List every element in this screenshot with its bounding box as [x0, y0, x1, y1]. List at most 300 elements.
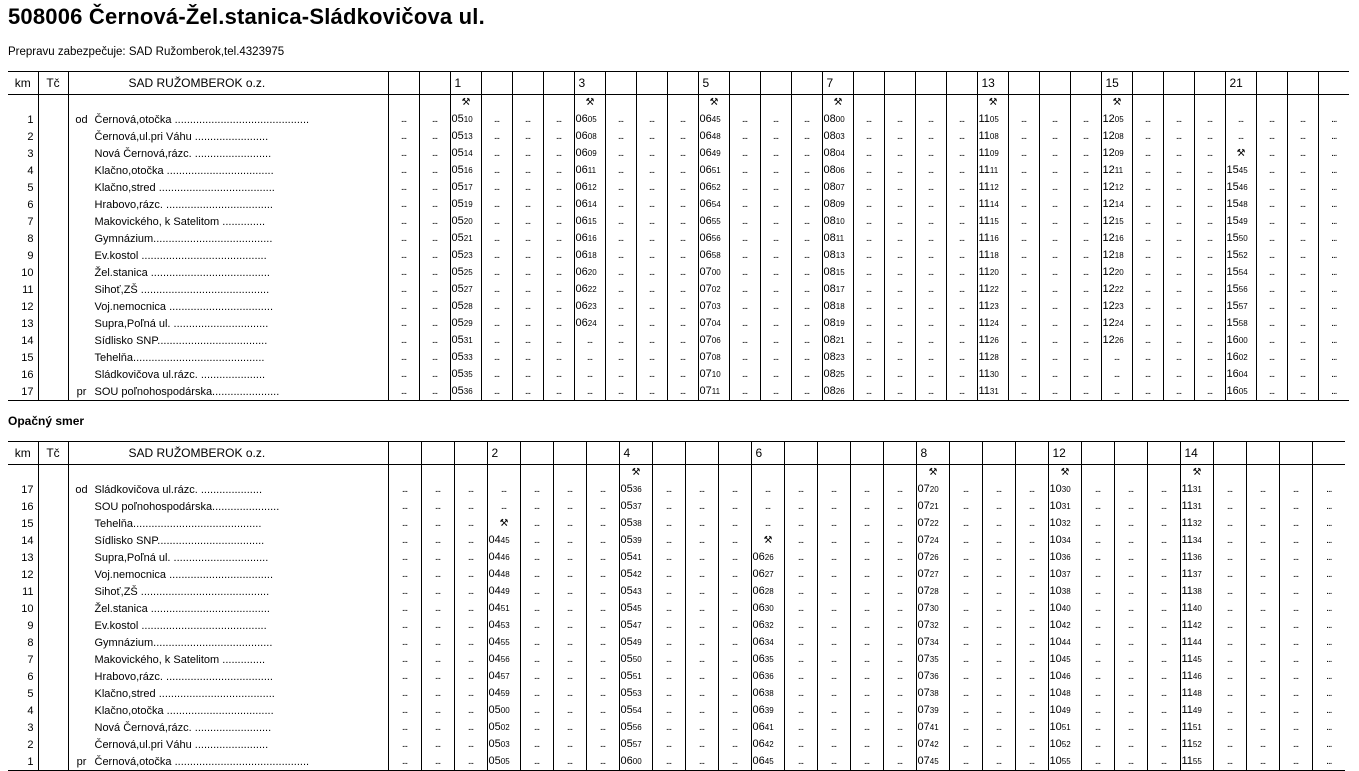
fw-no-stop: ... — [1287, 349, 1318, 366]
fw-no-stop: ... — [853, 315, 884, 332]
rv-no-stop: ... — [388, 600, 421, 617]
fw-no-stop: ... — [946, 315, 977, 332]
fw-table-row — [8, 213, 1349, 230]
fw-no-stop: ... — [388, 332, 419, 349]
rv-table-row — [8, 702, 1345, 719]
rv-no-stop: ... — [586, 719, 619, 736]
rv-no-stop: ... — [1279, 515, 1312, 532]
rv-header-carrier: SAD RUŽOMBEROK o.z. — [68, 442, 388, 465]
fw-departure-time: 0516 — [450, 162, 481, 179]
fw-no-stop: ... — [729, 332, 760, 349]
fw-no-stop: ... — [1008, 298, 1039, 315]
fw-sym-cell — [729, 95, 760, 112]
fw-no-stop: ... — [388, 162, 419, 179]
fw-stop-cell — [68, 247, 388, 264]
rv-no-stop: ... — [949, 719, 982, 736]
fw-no-stop: ... — [729, 383, 760, 401]
fw-no-stop: ... — [667, 349, 698, 366]
rv-no-stop: ... — [586, 685, 619, 702]
fw-no-stop: ... — [512, 366, 543, 383]
rv-no-stop: ... — [553, 702, 586, 719]
fw-no-stop: ... — [729, 128, 760, 145]
fw-no-stop: ... — [1070, 128, 1101, 145]
fw-trip-number — [419, 72, 450, 95]
fw-no-stop: ... — [388, 264, 419, 281]
rv-sym-cell — [1213, 465, 1246, 482]
rv-no-stop: ... — [982, 668, 1015, 685]
fw-departure-time: 1548 — [1225, 196, 1256, 213]
fw-sym-cell — [853, 95, 884, 112]
fw-departure-time: 1109 — [977, 145, 1008, 162]
fw-no-stop: ... — [667, 247, 698, 264]
rv-no-stop: ... — [718, 566, 751, 583]
fw-stop-name: Sihoť,ZŠ .......................................... — [94, 283, 270, 296]
rv-no-stop: ... — [817, 566, 850, 583]
rv-no-stop: ... — [520, 600, 553, 617]
rv-no-stop: ... — [718, 702, 751, 719]
rv-no-stop: ... — [1147, 600, 1180, 617]
fw-no-stop: ... — [1256, 298, 1287, 315]
rv-no-stop: ... — [454, 600, 487, 617]
rv-stop-code: pr — [76, 755, 87, 768]
fw-no-stop: ... — [760, 264, 791, 281]
rv-sym-cell — [784, 465, 817, 482]
fw-no-stop: ... — [419, 383, 450, 401]
rv-departure-time: 0638 — [751, 685, 784, 702]
rv-km-value: 10 — [21, 602, 34, 615]
fw-departure-time: 0615 — [574, 213, 605, 230]
fw-no-stop: ... — [853, 332, 884, 349]
fw-table-row — [8, 179, 1349, 196]
fw-no-stop: ... — [512, 247, 543, 264]
rv-no-stop: ... — [586, 566, 619, 583]
rv-no-stop: ... — [1114, 617, 1147, 634]
rv-departure-time: 1048 — [1048, 685, 1081, 702]
rv-departure-time: 0722 — [916, 515, 949, 532]
fw-stop-name: Černová,ul.pri Váhu ........................ — [94, 130, 269, 143]
rv-no-stop: ... — [1312, 668, 1345, 685]
fw-no-stop: ... — [388, 247, 419, 264]
fw-departure-time: 1549 — [1225, 213, 1256, 230]
rv-no-stop: ... — [586, 634, 619, 651]
fw-no-stop: ... — [1287, 298, 1318, 315]
rv-stop-cell — [68, 600, 388, 617]
rv-departure-time: 0556 — [619, 719, 652, 736]
fw-trip-number — [1287, 72, 1318, 95]
fw-no-stop: ... — [667, 145, 698, 162]
fw-no-stop: ... — [915, 247, 946, 264]
rv-no-stop: ... — [1213, 634, 1246, 651]
fw-no-stop: ... — [388, 128, 419, 145]
fw-no-stop: ... — [1070, 213, 1101, 230]
rv-no-stop: ... — [1246, 549, 1279, 566]
rv-departure-time: 0547 — [619, 617, 652, 634]
rv-no-stop: ... — [850, 668, 883, 685]
rv-departure-time: 0542 — [619, 566, 652, 583]
fw-no-stop: ... — [1008, 230, 1039, 247]
rv-table-row — [8, 549, 1345, 566]
rv-no-stop: ... — [1081, 481, 1114, 498]
rv-departure-time: 0741 — [916, 719, 949, 736]
rv-no-stop: ... — [817, 617, 850, 634]
fw-table-row — [8, 162, 1349, 179]
fw-no-stop: ... — [388, 230, 419, 247]
rv-departure-time: 1040 — [1048, 600, 1081, 617]
fw-trip-number: 21 — [1225, 72, 1256, 95]
fw-no-stop: ... — [1163, 179, 1194, 196]
fw-departure-time: 1122 — [977, 281, 1008, 298]
fw-departure-time: 1114 — [977, 196, 1008, 213]
fw-trip-number — [1039, 72, 1070, 95]
rv-sym-cell — [1114, 465, 1147, 482]
rv-no-stop: ... — [1213, 651, 1246, 668]
rv-no-stop: ... — [652, 515, 685, 532]
rv-no-stop: ... — [784, 481, 817, 498]
fw-weekday-icon: ⚒ — [977, 95, 1008, 112]
fw-departure-time: 0517 — [450, 179, 481, 196]
fw-no-stop: ... — [915, 315, 946, 332]
rv-no-stop: ... — [718, 634, 751, 651]
rv-no-stop: ... — [949, 685, 982, 702]
fw-no-stop: ... — [791, 281, 822, 298]
fw-no-stop: ... — [481, 179, 512, 196]
rv-no-stop: ... — [1114, 532, 1147, 549]
rv-no-stop: ... — [1312, 617, 1345, 634]
rv-no-stop: ... — [1279, 617, 1312, 634]
fw-departure-time: 0611 — [574, 162, 605, 179]
fw-no-stop: ... — [1256, 332, 1287, 349]
fw-stop-name: Nová Černová,rázc. ......................... — [94, 147, 272, 160]
fw-no-stop: ... — [1039, 128, 1070, 145]
fw-no-stop: ... — [574, 349, 605, 366]
fw-no-stop: ... — [543, 366, 574, 383]
rv-sym-cell — [817, 465, 850, 482]
rv-no-stop: ... — [883, 481, 916, 498]
fw-no-stop: ... — [729, 213, 760, 230]
rv-no-stop: ... — [817, 685, 850, 702]
rv-no-stop: ... — [1114, 583, 1147, 600]
rv-trip-number — [553, 442, 586, 465]
fw-trip-number — [1070, 72, 1101, 95]
fw-departure-time: 1208 — [1101, 128, 1132, 145]
fw-no-stop: ... — [1287, 332, 1318, 349]
fw-no-stop: ... — [853, 145, 884, 162]
rv-trip-number — [1279, 442, 1312, 465]
rv-departure-time: 0632 — [751, 617, 784, 634]
rv-no-stop: ... — [982, 702, 1015, 719]
fw-no-stop: ... — [1287, 230, 1318, 247]
fw-header-km: km — [8, 72, 38, 95]
fw-no-stop: ... — [1163, 247, 1194, 264]
rv-no-stop: ... — [652, 651, 685, 668]
rv-no-stop: ... — [685, 651, 718, 668]
fw-no-stop: ... — [1194, 247, 1225, 264]
fw-tc-value — [38, 383, 68, 401]
rv-sym-cell — [685, 465, 718, 482]
fw-no-stop: ... — [636, 213, 667, 230]
fw-no-stop: ... — [1194, 281, 1225, 298]
fw-no-stop: ... — [1318, 298, 1349, 315]
rv-no-stop: ... — [454, 498, 487, 515]
fw-departure-time: 0510 — [450, 111, 481, 128]
rv-no-stop: ... — [1213, 549, 1246, 566]
fw-departure-time: 1558 — [1225, 315, 1256, 332]
rv-km-value: 5 — [27, 687, 34, 700]
fw-no-stop: ... — [605, 298, 636, 315]
fw-departure-time: 0609 — [574, 145, 605, 162]
fw-no-stop: ... — [791, 366, 822, 383]
rv-no-stop: ... — [751, 498, 784, 515]
fw-tc-value — [38, 247, 68, 264]
fw-km-value: 12 — [21, 300, 34, 313]
fw-stop-code: pr — [76, 385, 87, 398]
fw-tc-value — [38, 162, 68, 179]
fw-no-stop: ... — [1039, 281, 1070, 298]
rv-no-stop: ... — [1147, 736, 1180, 753]
fw-no-stop: ... — [915, 196, 946, 213]
fw-no-stop: ... — [1039, 145, 1070, 162]
fw-no-stop: ... — [915, 264, 946, 281]
rv-header-tc: Tč — [38, 442, 68, 465]
fw-no-stop: ... — [1070, 383, 1101, 401]
fw-no-stop: ... — [1194, 213, 1225, 230]
rv-no-stop: ... — [1279, 549, 1312, 566]
fw-no-stop: ... — [419, 128, 450, 145]
fw-no-stop: ... — [605, 230, 636, 247]
rv-departure-time: 1046 — [1048, 668, 1081, 685]
rv-no-stop: ... — [1213, 702, 1246, 719]
fw-no-stop: ... — [1287, 264, 1318, 281]
fw-trip-number — [760, 72, 791, 95]
fw-no-stop: ... — [1039, 213, 1070, 230]
fw-sym-cell — [1008, 95, 1039, 112]
fw-no-stop: ... — [1070, 264, 1101, 281]
rv-stop-name: Klačno,otočka ................................... — [94, 704, 274, 717]
rv-departure-time: 1144 — [1180, 634, 1213, 651]
rv-no-stop: ... — [784, 719, 817, 736]
rv-no-stop: ... — [586, 651, 619, 668]
rv-no-stop: ... — [454, 532, 487, 549]
fw-trip-number: 5 — [698, 72, 729, 95]
fw-departure-time: 1115 — [977, 213, 1008, 230]
fw-no-stop: ... — [884, 213, 915, 230]
fw-km-value: 3 — [27, 147, 34, 160]
fw-no-stop: ... — [1318, 332, 1349, 349]
rv-no-stop: ... — [883, 685, 916, 702]
rv-no-stop: ... — [1312, 481, 1345, 498]
rv-trip-number — [817, 442, 850, 465]
rv-departure-time: 0449 — [487, 583, 520, 600]
rv-trip-number — [388, 442, 421, 465]
rv-no-stop: ... — [1279, 481, 1312, 498]
rv-no-stop: ... — [850, 719, 883, 736]
fw-no-stop: ... — [1318, 162, 1349, 179]
fw-departure-time: 1118 — [977, 247, 1008, 264]
fw-no-stop: ... — [760, 111, 791, 128]
rv-no-stop: ... — [784, 498, 817, 515]
fw-no-stop: ... — [946, 366, 977, 383]
rv-no-stop: ... — [1015, 515, 1048, 532]
fw-no-stop: ... — [1008, 383, 1039, 401]
fw-sym-tc — [38, 95, 68, 112]
rv-departure-time: 0727 — [916, 566, 949, 583]
rv-sym-cell — [421, 465, 454, 482]
fw-no-stop: ... — [884, 281, 915, 298]
fw-no-stop: ... — [419, 213, 450, 230]
fw-no-stop: ... — [1132, 366, 1163, 383]
rv-no-stop: ... — [1114, 634, 1147, 651]
timetable-title: 508006 Černová-Žel.stanica-Sládkovičova ul. — [8, 4, 485, 29]
rv-no-stop: ... — [1213, 753, 1246, 771]
fw-stop-name: Klačno,stred ...................................... — [94, 181, 275, 194]
fw-no-stop: ... — [1318, 230, 1349, 247]
fw-departure-time: 1605 — [1225, 383, 1256, 401]
rv-no-stop: ... — [949, 651, 982, 668]
fw-departure-time: 0811 — [822, 230, 853, 247]
rv-departure-time: 0721 — [916, 498, 949, 515]
fw-stop-name: Sídlisko SNP.................................... — [94, 334, 268, 347]
rv-no-stop: ... — [421, 651, 454, 668]
fw-no-stop: ... — [1101, 383, 1132, 401]
fw-km-value: 5 — [27, 181, 34, 194]
fw-departure-time: 0535 — [450, 366, 481, 383]
rv-table-row — [8, 736, 1345, 753]
fw-departure-time: 1552 — [1225, 247, 1256, 264]
fw-no-stop: ... — [1194, 162, 1225, 179]
rv-no-stop: ... — [1279, 634, 1312, 651]
rv-departure-time: 0503 — [487, 736, 520, 753]
fw-no-stop: ... — [915, 162, 946, 179]
fw-no-stop: ... — [636, 128, 667, 145]
fw-no-stop: ... — [481, 247, 512, 264]
fw-no-stop: ... — [1132, 298, 1163, 315]
fw-no-stop: ... — [1194, 111, 1225, 128]
rv-stop-cell — [68, 566, 388, 583]
fw-no-stop: ... — [1194, 230, 1225, 247]
fw-no-stop: ... — [1132, 213, 1163, 230]
rv-no-stop: ... — [1114, 753, 1147, 771]
fw-no-stop: ... — [388, 281, 419, 298]
rv-sym-stop — [68, 465, 388, 482]
rv-trip-number — [586, 442, 619, 465]
fw-no-stop: ... — [512, 383, 543, 401]
rv-no-stop: ... — [784, 515, 817, 532]
rv-no-stop: ... — [784, 651, 817, 668]
fw-no-stop: ... — [946, 349, 977, 366]
fw-departure-time: 0622 — [574, 281, 605, 298]
fw-km-value: 7 — [27, 215, 34, 228]
fw-departure-time: 0823 — [822, 349, 853, 366]
rv-no-stop: ... — [1246, 651, 1279, 668]
fw-stop-name: Supra,Poľná ul. ............................... — [94, 317, 269, 330]
fw-departure-time: 0605 — [574, 111, 605, 128]
fw-no-stop: ... — [667, 281, 698, 298]
fw-no-stop: ... — [388, 366, 419, 383]
fw-departure-time: 1112 — [977, 179, 1008, 196]
rv-tc-value — [38, 498, 68, 515]
fw-no-stop: ... — [760, 315, 791, 332]
rv-departure-time: 0459 — [487, 685, 520, 702]
fw-departure-time: 0528 — [450, 298, 481, 315]
fw-no-stop: ... — [884, 349, 915, 366]
rv-no-stop: ... — [1279, 532, 1312, 549]
rv-no-stop: ... — [1213, 481, 1246, 498]
fw-no-stop: ... — [667, 298, 698, 315]
fw-no-stop: ... — [605, 247, 636, 264]
fw-no-stop: ... — [667, 128, 698, 145]
rv-no-stop: ... — [1147, 719, 1180, 736]
rv-no-stop: ... — [454, 617, 487, 634]
fw-weekday-icon: ⚒ — [574, 95, 605, 112]
fw-no-stop: ... — [388, 298, 419, 315]
rv-no-stop: ... — [1312, 515, 1345, 532]
fw-no-stop: ... — [791, 247, 822, 264]
fw-departure-time: 0809 — [822, 196, 853, 213]
rv-sym-cell — [1081, 465, 1114, 482]
rv-departure-time: 0505 — [487, 753, 520, 771]
fw-trip-number — [946, 72, 977, 95]
rv-no-stop: ... — [388, 549, 421, 566]
fw-no-stop: ... — [1318, 128, 1349, 145]
fw-no-stop: ... — [1008, 128, 1039, 145]
fw-no-stop: ... — [729, 315, 760, 332]
rv-no-stop: ... — [1147, 634, 1180, 651]
rv-no-stop: ... — [1213, 668, 1246, 685]
fw-no-stop: ... — [419, 196, 450, 213]
rv-no-stop: ... — [652, 736, 685, 753]
fw-tc-value — [38, 315, 68, 332]
fw-no-stop: ... — [915, 349, 946, 366]
fw-no-stop: ... — [853, 349, 884, 366]
rv-no-stop: ... — [1147, 753, 1180, 771]
fw-no-stop: ... — [1008, 366, 1039, 383]
fw-no-stop: ... — [419, 111, 450, 128]
rv-no-stop: ... — [421, 532, 454, 549]
rv-no-stop: ... — [1213, 498, 1246, 515]
fw-stop-cell — [68, 162, 388, 179]
fw-no-stop: ... — [1256, 213, 1287, 230]
fw-no-stop: ... — [946, 281, 977, 298]
rv-table-row — [8, 634, 1345, 651]
rv-sym-cell — [949, 465, 982, 482]
fw-trip-number: 13 — [977, 72, 1008, 95]
rv-tc-value — [38, 702, 68, 719]
rv-no-stop: ... — [1015, 498, 1048, 515]
rv-no-stop: ... — [850, 651, 883, 668]
rv-no-stop: ... — [1246, 498, 1279, 515]
fw-departure-time: 0624 — [574, 315, 605, 332]
rv-no-stop: ... — [685, 617, 718, 634]
fw-tc-value — [38, 298, 68, 315]
rv-no-stop: ... — [1015, 736, 1048, 753]
fw-tc-value — [38, 230, 68, 247]
fw-no-stop: ... — [1132, 349, 1163, 366]
fw-no-stop: ... — [605, 196, 636, 213]
fw-trip-number — [388, 72, 419, 95]
rv-no-stop: ... — [982, 566, 1015, 583]
fw-table-row — [8, 383, 1349, 401]
rv-departure-time: 0448 — [487, 566, 520, 583]
fw-trip-number — [636, 72, 667, 95]
rv-departure-time: 0739 — [916, 702, 949, 719]
rv-no-stop: ... — [718, 583, 751, 600]
rv-weekday-icon: ⚒ — [1180, 465, 1213, 482]
rv-departure-time: 0538 — [619, 515, 652, 532]
fw-no-stop: ... — [512, 128, 543, 145]
rv-departure-time: 0626 — [751, 549, 784, 566]
rv-departure-time: 0724 — [916, 532, 949, 549]
fw-departure-time: 1554 — [1225, 264, 1256, 281]
